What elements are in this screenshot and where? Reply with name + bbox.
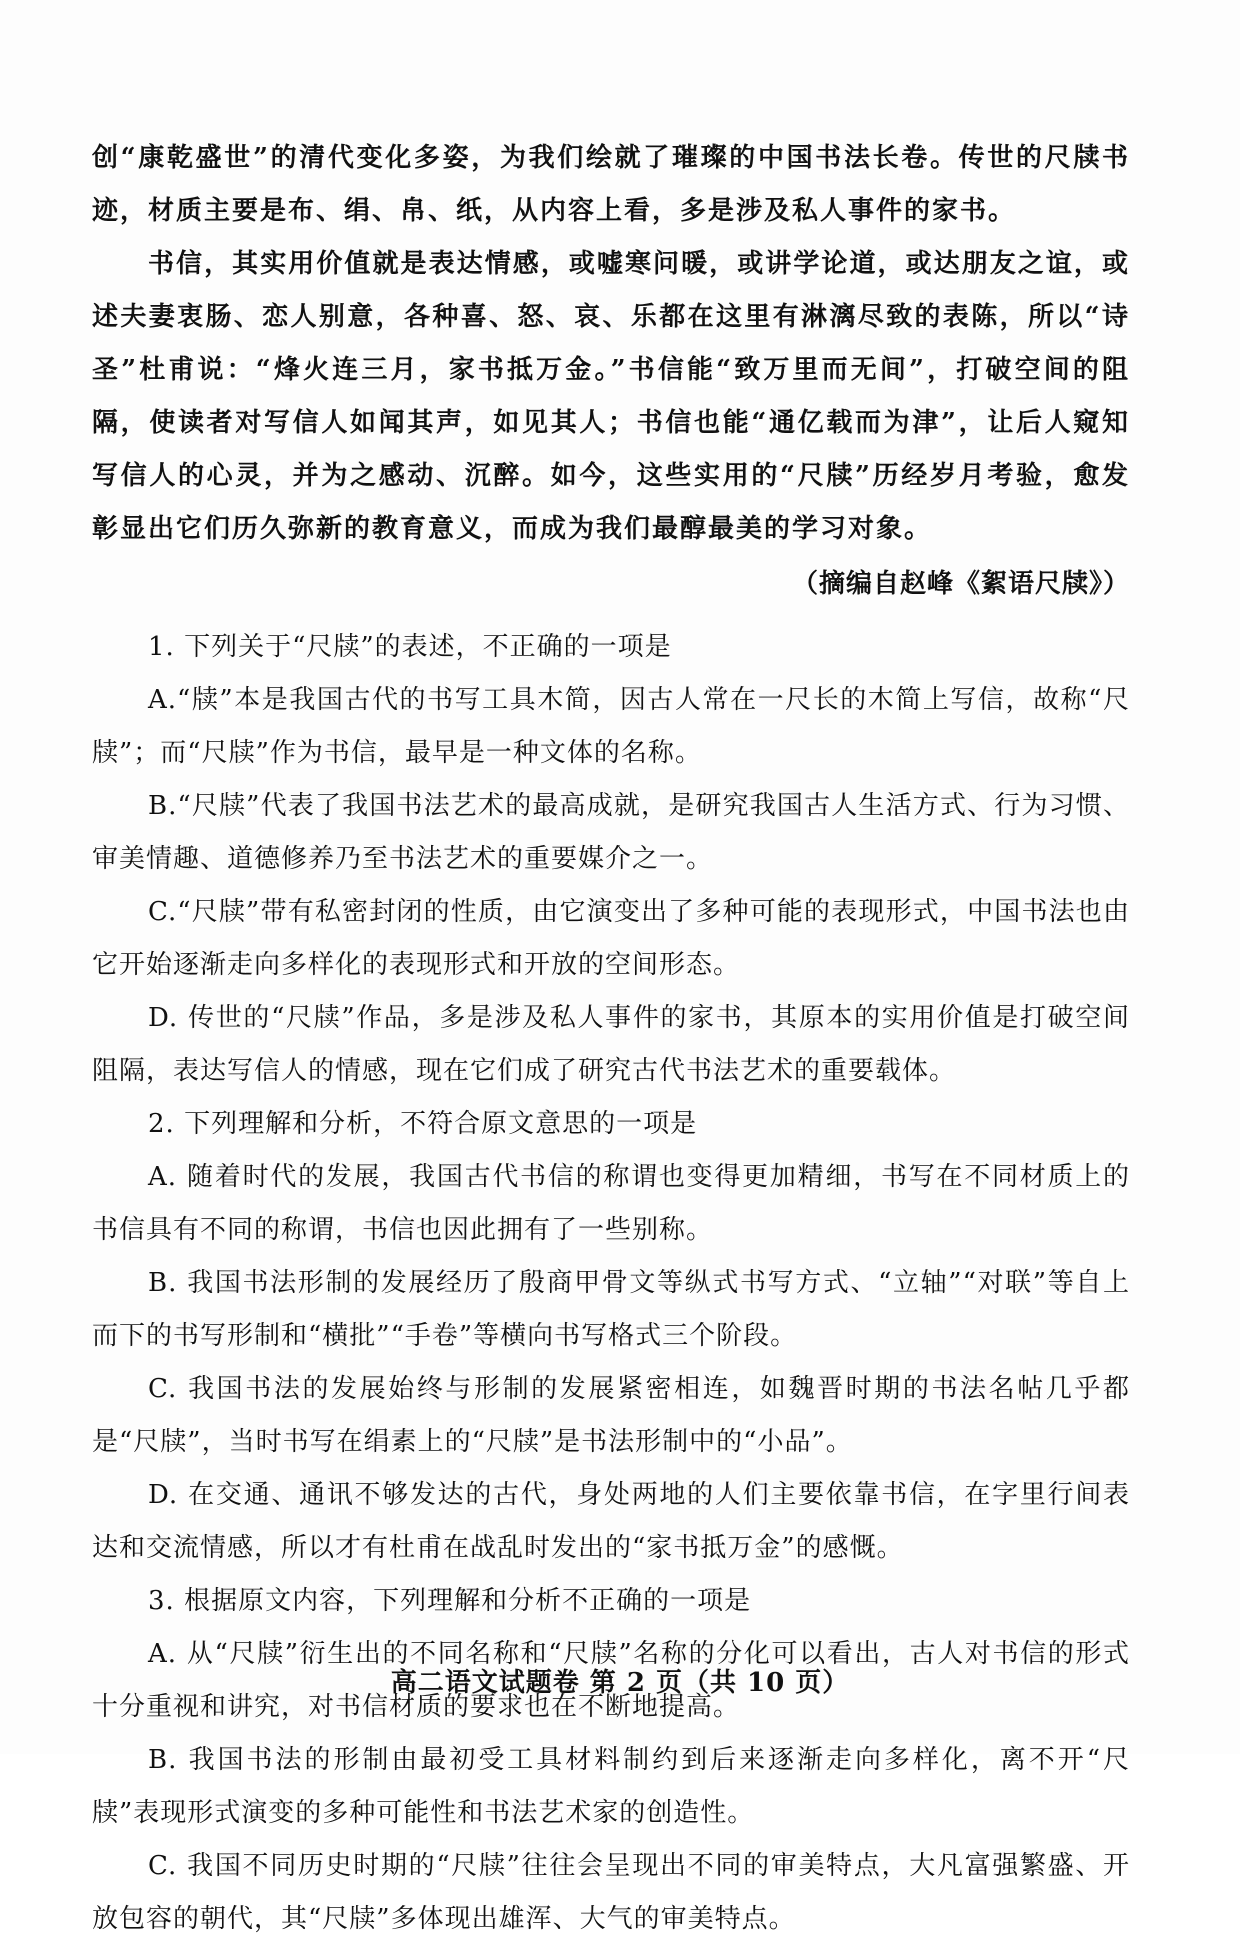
passage-source: （摘编自赵峰《絮语尺牍》） [791,569,1130,599]
question-2 [92,1098,1130,1575]
passage-paragraph-2: 书信，其实用价值就是表达情感，或嘘寒问暖，或讲学论道，或达朋友之谊，或述夫妻衷肠、恋人别意，各种喜、怒、哀、乐都在这里有淋漓尽致的表陈，所以“诗圣”杜甫说：“烽火连三月，家书抵万金。”书信能“致万里而无间”，打破空间的阻隔，使读者对写信人如闻其声，如见其人；书信也能“通亿载而为津”，让后人窥知写信人的心灵，并为之感动、沉醉。如今，这些实用的“尺牍”历经岁月考验，愈发彰显出它们历久弥新的教育意义，而成为我们最醇最美的学习对象。 [92,249,1130,544]
question-option: D. 传世的“尺牍”作品，多是涉及私人事件的家书，其原本的实用价值是打破空间阻隔，表达写信人的情感，现在它们成了研究古代书法艺术的重要载体。 [92,1003,1130,1086]
question-option: C. 我国不同历史时期的“尺牍”往往会呈现出不同的审美特点，大凡富强繁盛、开放包容的朝代，其“尺牍”多体现出雄浑、大气的审美特点。 [92,1851,1130,1934]
question-option: D. 在交通、通讯不够发达的古代，身处两地的人们主要依靠书信，在字里行间表达和交流情感，所以才有杜甫在战乱时发出的“家书抵万金”的感慨。 [92,1480,1130,1563]
question-stem: 2. 下列理解和分析，不符合原文意思的一项是 [148,1109,698,1139]
question-stem: 1. 下列关于“尺牍”的表述，不正确的一项是 [148,632,672,662]
question-option: C.“尺牍”带有私密封闭的性质，由它演变出了多种可能的表现形式，中国书法也由它开始逐渐走向多样化的表现形式和开放的空间形态。 [92,897,1130,980]
question-stem: 3. 根据原文内容，下列理解和分析不正确的一项是 [148,1586,752,1616]
question-1 [92,621,1130,1098]
question-3 [92,1575,1130,1946]
passage-paragraph-1: 创“康乾盛世”的清代变化多姿，为我们绘就了璀璨的中国书法长卷。传世的尺牍书迹，材质主要是布、绢、帛、纸，从内容上看，多是涉及私人事件的家书。 [92,143,1130,226]
question-option: B.“尺牍”代表了我国书法艺术的最高成就，是研究我国古人生活方式、行为习惯、审美情趣、道德修养乃至书法艺术的重要媒介之一。 [92,791,1130,874]
question-option: C. 我国书法的发展始终与形制的发展紧密相连，如魏晋时期的书法名帖几乎都是“尺牍”，当时书写在绢素上的“尺牍”是书法形制中的“小品”。 [92,1374,1130,1457]
question-option: A. 随着时代的发展，我国古代书信的称谓也变得更加精细，书写在不同材质上的书信具有不同的称谓，书信也因此拥有了一些别称。 [92,1162,1130,1245]
question-option: B. 我国书法的形制由最初受工具材料制约到后来逐渐走向多样化，离不开“尺牍”表现形式演变的多种可能性和书法艺术家的创造性。 [92,1745,1130,1828]
question-option: A.“牍”本是我国古代的书写工具木简，因古人常在一尺长的木简上写信，故称“尺牍”；而“尺牍”作为书信，最早是一种文体的名称。 [92,685,1130,768]
question-option: A. 从“尺牍”衍生出的不同名称和“尺牍”名称的分化可以看出，古人对书信的形式十分重视和讲究，对书信材质的要求也在不断地提高。 [92,1639,1130,1722]
page-footer: 高二语文试题卷 第 2 页（共 10 页） [390,1668,850,1698]
question-option: B. 我国书法形制的发展经历了殷商甲骨文等纵式书写方式、“立轴”“对联”等自上而下的书写形制和“横批”“手卷”等横向书写格式三个阶段。 [92,1268,1130,1351]
